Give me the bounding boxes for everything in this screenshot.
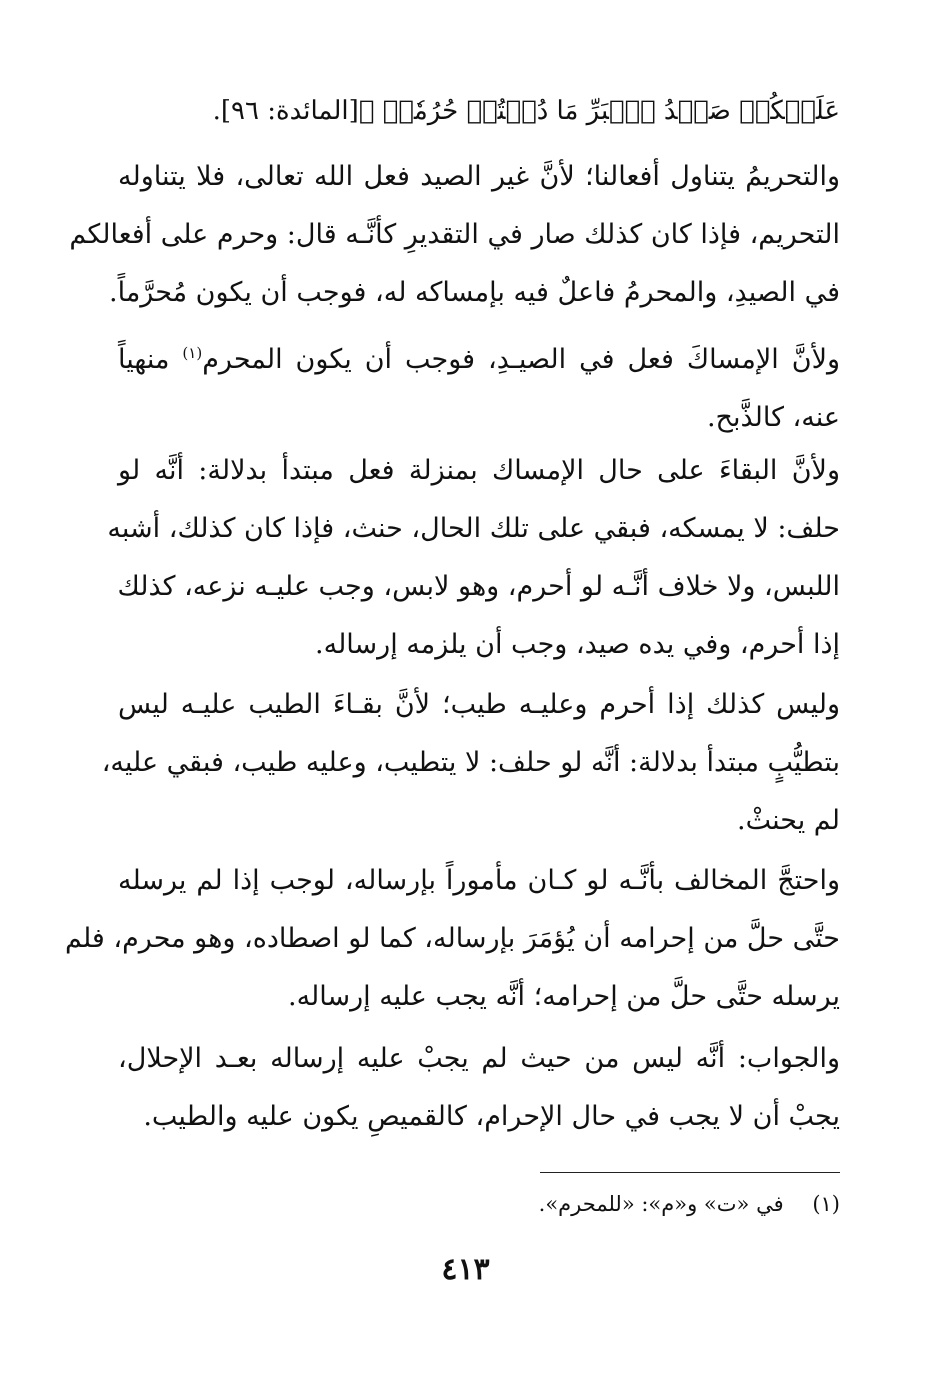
text-line: والجواب: أنَّه ليس من حيث لم يجبْ عليه إرساله بعـد الإحلال، bbox=[118, 1043, 840, 1074]
text-line: عنه، كالذَّبح. bbox=[706, 402, 840, 433]
footnote-divider bbox=[540, 1172, 840, 1173]
footnote-number: (١) bbox=[812, 1192, 840, 1216]
text-line: إذا أحرم، وفي يده صيد، وجب أن يلزمه إرساله. bbox=[315, 629, 840, 660]
text-line bbox=[118, 324, 840, 389]
text-line: يرسله حتَّى حلَّ من إحرامه؛ أنَّه يجب عليه إرساله. bbox=[287, 981, 840, 1012]
text-line: التحريم، فإذا كان كذلك صار في التقديرِ كأنَّـه قال: وحرم على أفعالكم bbox=[69, 219, 840, 250]
page-number: ٤١٣ bbox=[441, 1252, 490, 1287]
text-line: ولأنَّ البقاءَ على حال الإمساك بمنزلة فعل مبتدأ بدلالة: أنَّه لو bbox=[118, 455, 840, 486]
text-line: واحتجَّ المخالف بأنَّـه لو كـان مأموراً بإرساله، لوجب إذا لم يرسله bbox=[118, 865, 840, 896]
footnote-reference: (١) bbox=[182, 344, 203, 362]
verse-reference: ﴾[المائدة: ٩٦]. bbox=[212, 96, 375, 126]
text-line-tail: منهياً bbox=[118, 344, 170, 375]
text-line-body: ولأنَّ الإمساكَ فعل في الصيـدِ، فوجب أن يكون المحرم bbox=[202, 344, 841, 375]
text-line: حلف: لا يمسكه، فبقي على تلك الحال، حنث، فإذا كان كذلك، أشبه bbox=[107, 513, 840, 544]
text-line: حتَّى حلَّ من إحرامه أن يُؤمَرَ بإرساله، كما لو اصطاده، وهو محرم، فلم bbox=[64, 923, 840, 954]
footnote bbox=[420, 1186, 840, 1222]
text-line: بتطيُّبٍ مبتدأ بدلالة: أنَّه لو حلف: لا يتطيب، وعليه طيب، فبقي عليه، bbox=[101, 747, 840, 778]
quran-verse-line bbox=[212, 86, 840, 136]
paragraph-1 bbox=[69, 148, 840, 322]
paragraph-3 bbox=[107, 442, 840, 674]
footnote-text: في «ت» و«م»: «للمحرم». bbox=[538, 1192, 784, 1216]
text-line: يجبْ أن لا يجب في حال الإحرام، كالقميصِ يكون عليه والطيب. bbox=[143, 1101, 840, 1132]
paragraph-5 bbox=[64, 852, 840, 1026]
text-line: في الصيدِ، والمحرمُ فاعلٌ فيه بإمساكه له، فوجب أن يكون مُحرَّماً. bbox=[109, 277, 840, 308]
text-line: لم يحنثْ. bbox=[737, 805, 840, 836]
text-line: والتحريمُ يتناول أفعالنا؛ لأنَّ غير الصيد فعل الله تعالى، فلا يتناوله bbox=[118, 161, 840, 192]
paragraph-4 bbox=[101, 676, 840, 850]
quran-verse: عَلَيۡكُمۡ صَيۡدُ ٱلۡبَرِّ مَا دُمۡتُمۡ حُرُمٗاۗ bbox=[382, 96, 840, 126]
text-line: اللبس، ولا خلاف أنَّـه لو أحرم، وهو لابس، وجب عليـه نزعه، كذلك bbox=[117, 571, 840, 602]
text-line: وليس كذلك إذا أحرم وعليـه طيب؛ لأنَّ بقـاءَ الطيب عليـه ليس bbox=[118, 689, 840, 720]
paragraph-6 bbox=[118, 1030, 840, 1146]
paragraph-2 bbox=[118, 324, 840, 447]
